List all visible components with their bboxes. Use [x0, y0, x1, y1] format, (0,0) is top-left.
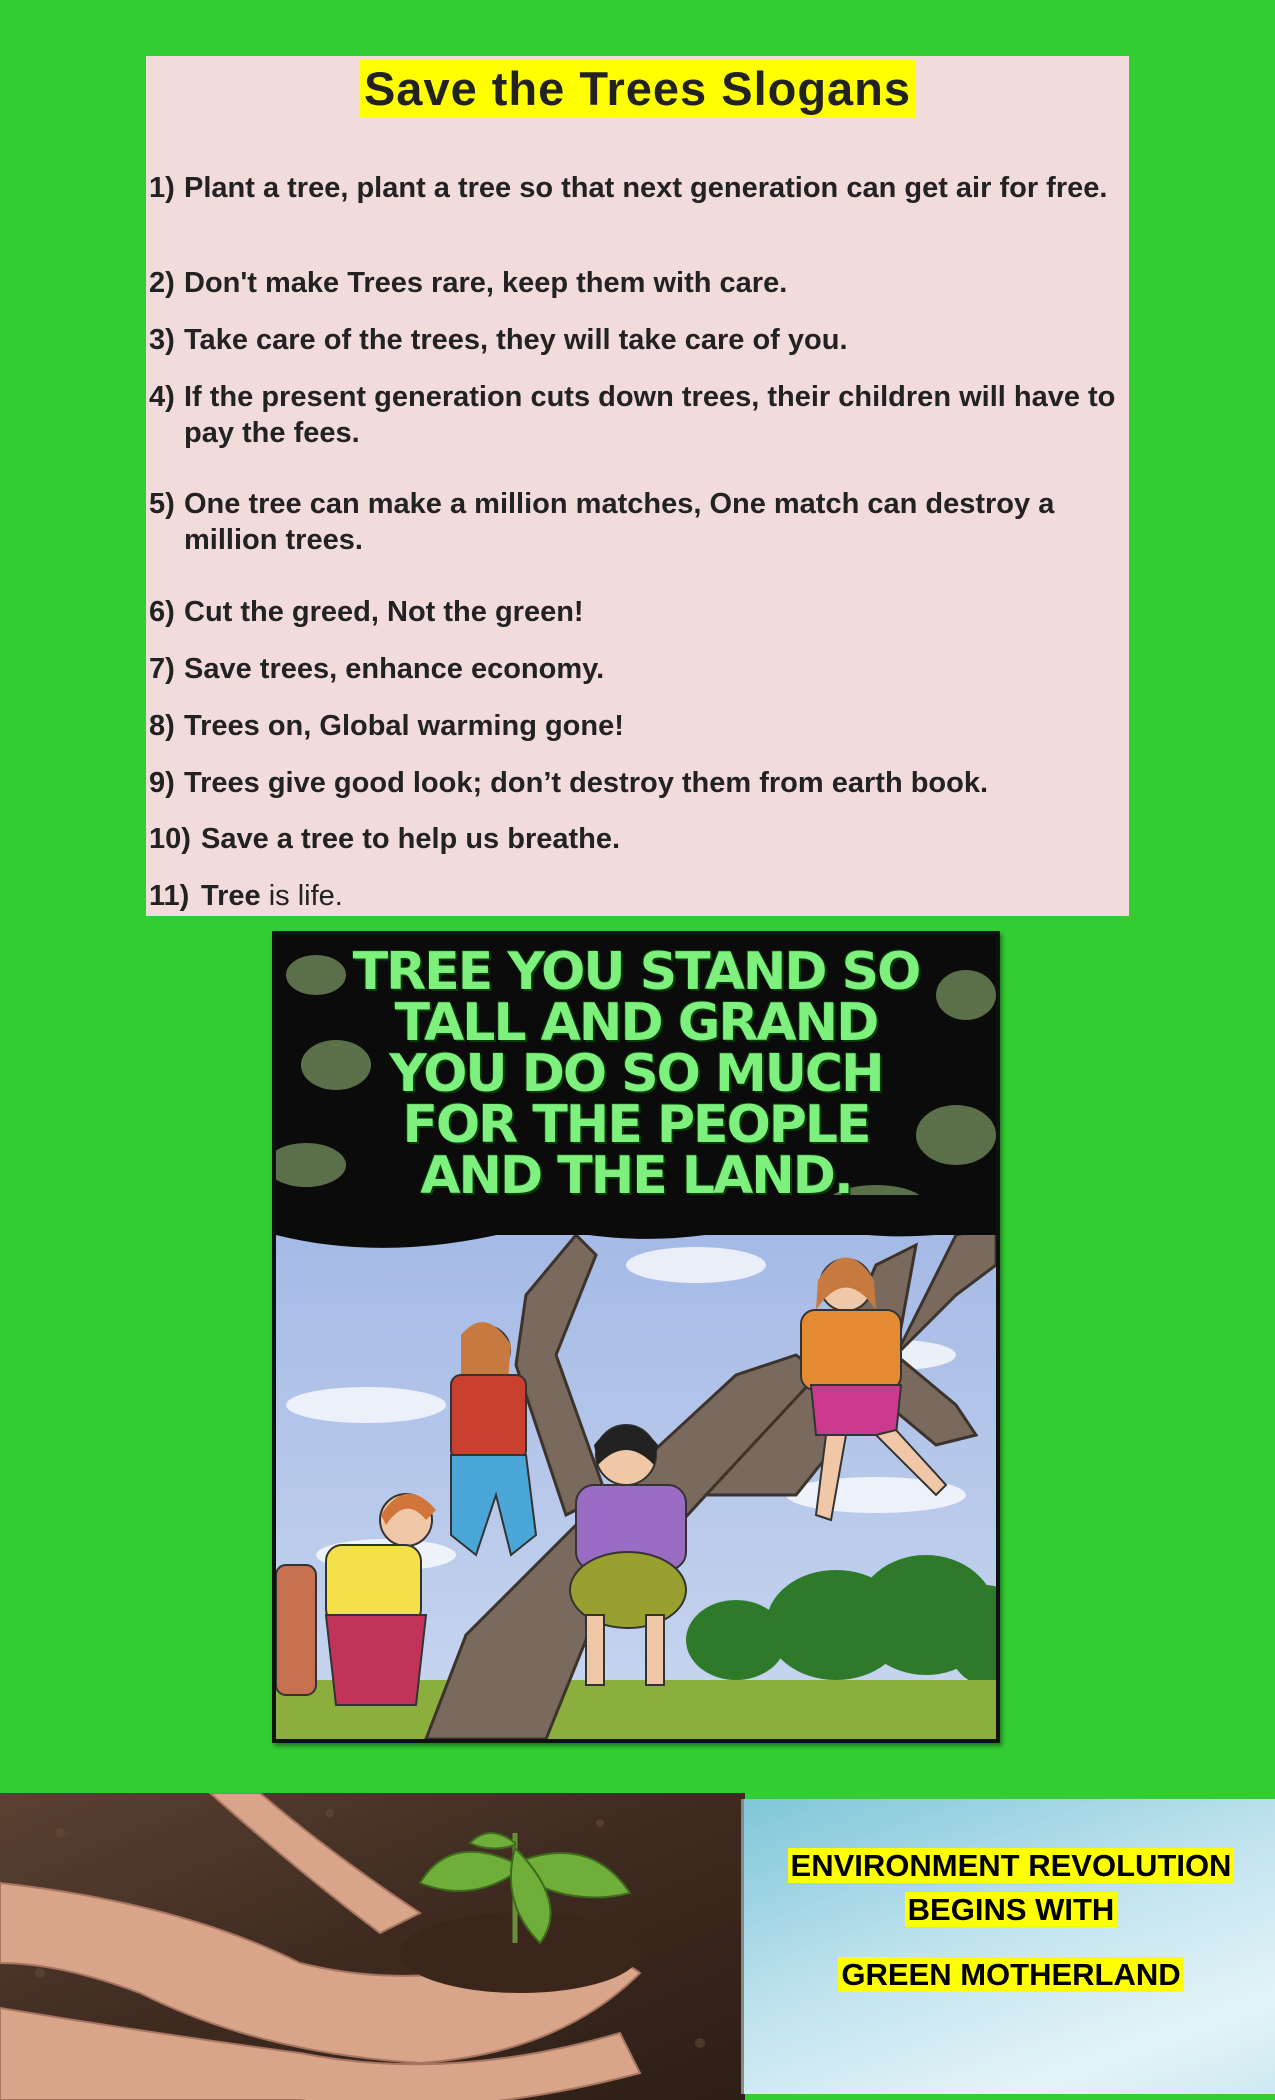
- poster-line: AND THE LAND.: [420, 1146, 852, 1206]
- slogan-item: [149, 486, 1124, 558]
- slogan-text-bold: Tree: [201, 880, 261, 912]
- slogan-text: Trees on, Global warming gone!: [184, 710, 624, 742]
- slogan-number: 9): [149, 767, 175, 799]
- slogan-number: 1): [149, 172, 175, 204]
- slogan-text: [149, 878, 1124, 914]
- child-edge: [276, 1565, 316, 1695]
- slogan-number: 3): [149, 324, 175, 356]
- slogan-text: One tree can make a million matches, One match can destroy a million trees.: [184, 488, 1055, 556]
- poster-line: TREE YOU STAND SO: [352, 942, 920, 1002]
- slogan-item: [149, 379, 1124, 451]
- slogan-text: Plant a tree, plant a tree so that next generation can get air for free.: [184, 172, 1108, 204]
- slogan-item: [149, 594, 1124, 630]
- slogans-panel: [146, 56, 1129, 916]
- slogan-item: [149, 322, 1124, 358]
- slogan-number: 11): [149, 880, 190, 912]
- revolution-text: BEGINS WITH: [905, 1892, 1118, 1927]
- slogan-number: 7): [149, 653, 175, 685]
- poster-line: YOU DO SO MUCH: [389, 1044, 883, 1104]
- slogan-number: 8): [149, 710, 175, 742]
- hands-sapling-photo: [0, 1793, 745, 2100]
- slogan-text: If the present generation cuts down trees, their children will have to pay the fees.: [184, 381, 1116, 449]
- slogan-text: Cut the greed, Not the green!: [184, 596, 584, 628]
- slogan-number: 4): [149, 381, 175, 413]
- slogan-item: [149, 821, 1124, 857]
- slogan-number: 5): [149, 488, 175, 520]
- slogan-item: [149, 651, 1124, 687]
- slogan-text: Trees give good look; don’t destroy them from earth book.: [184, 767, 989, 799]
- page-title: Save the Trees Slogans: [360, 60, 915, 118]
- slogan-text: Save a tree to help us breathe.: [201, 823, 621, 855]
- bottom-banner: [0, 1793, 1275, 2100]
- slogan-text-rest: is life.: [260, 880, 343, 912]
- revolution-text: ENVIRONMENT REVOLUTION: [788, 1848, 1235, 1883]
- slogan-item: [149, 265, 1124, 301]
- slogan-item: [149, 170, 1124, 206]
- revolution-panel: [741, 1799, 1275, 2094]
- hands-sapling-illustration: [0, 1793, 745, 2100]
- poster-slogan: [276, 942, 996, 1206]
- slogan-text: Take care of the trees, they will take care of you.: [184, 324, 848, 356]
- slogan-item: [149, 708, 1124, 744]
- slogan-number: 2): [149, 267, 175, 299]
- slogan-text: Save trees, enhance economy.: [184, 653, 605, 685]
- revolution-text: GREEN MOTHERLAND: [838, 1957, 1183, 1992]
- title-wrap: [146, 60, 1129, 118]
- poster-line: FOR THE PEOPLE: [402, 1095, 870, 1155]
- revolution-line-2: [744, 1891, 1275, 1929]
- soil-mound: [400, 1913, 640, 1993]
- revolution-line-3: [744, 1956, 1275, 1994]
- slogan-item: [149, 765, 1124, 801]
- poster-line: TALL AND GRAND: [394, 993, 878, 1053]
- tree-poster: [272, 931, 1000, 1743]
- slogan-number: 6): [149, 596, 175, 628]
- revolution-line-1: [744, 1847, 1275, 1885]
- slogan-text: Don't make Trees rare, keep them with care.: [184, 267, 788, 299]
- slogan-item: [149, 878, 1124, 914]
- slogan-number: 10): [149, 823, 191, 855]
